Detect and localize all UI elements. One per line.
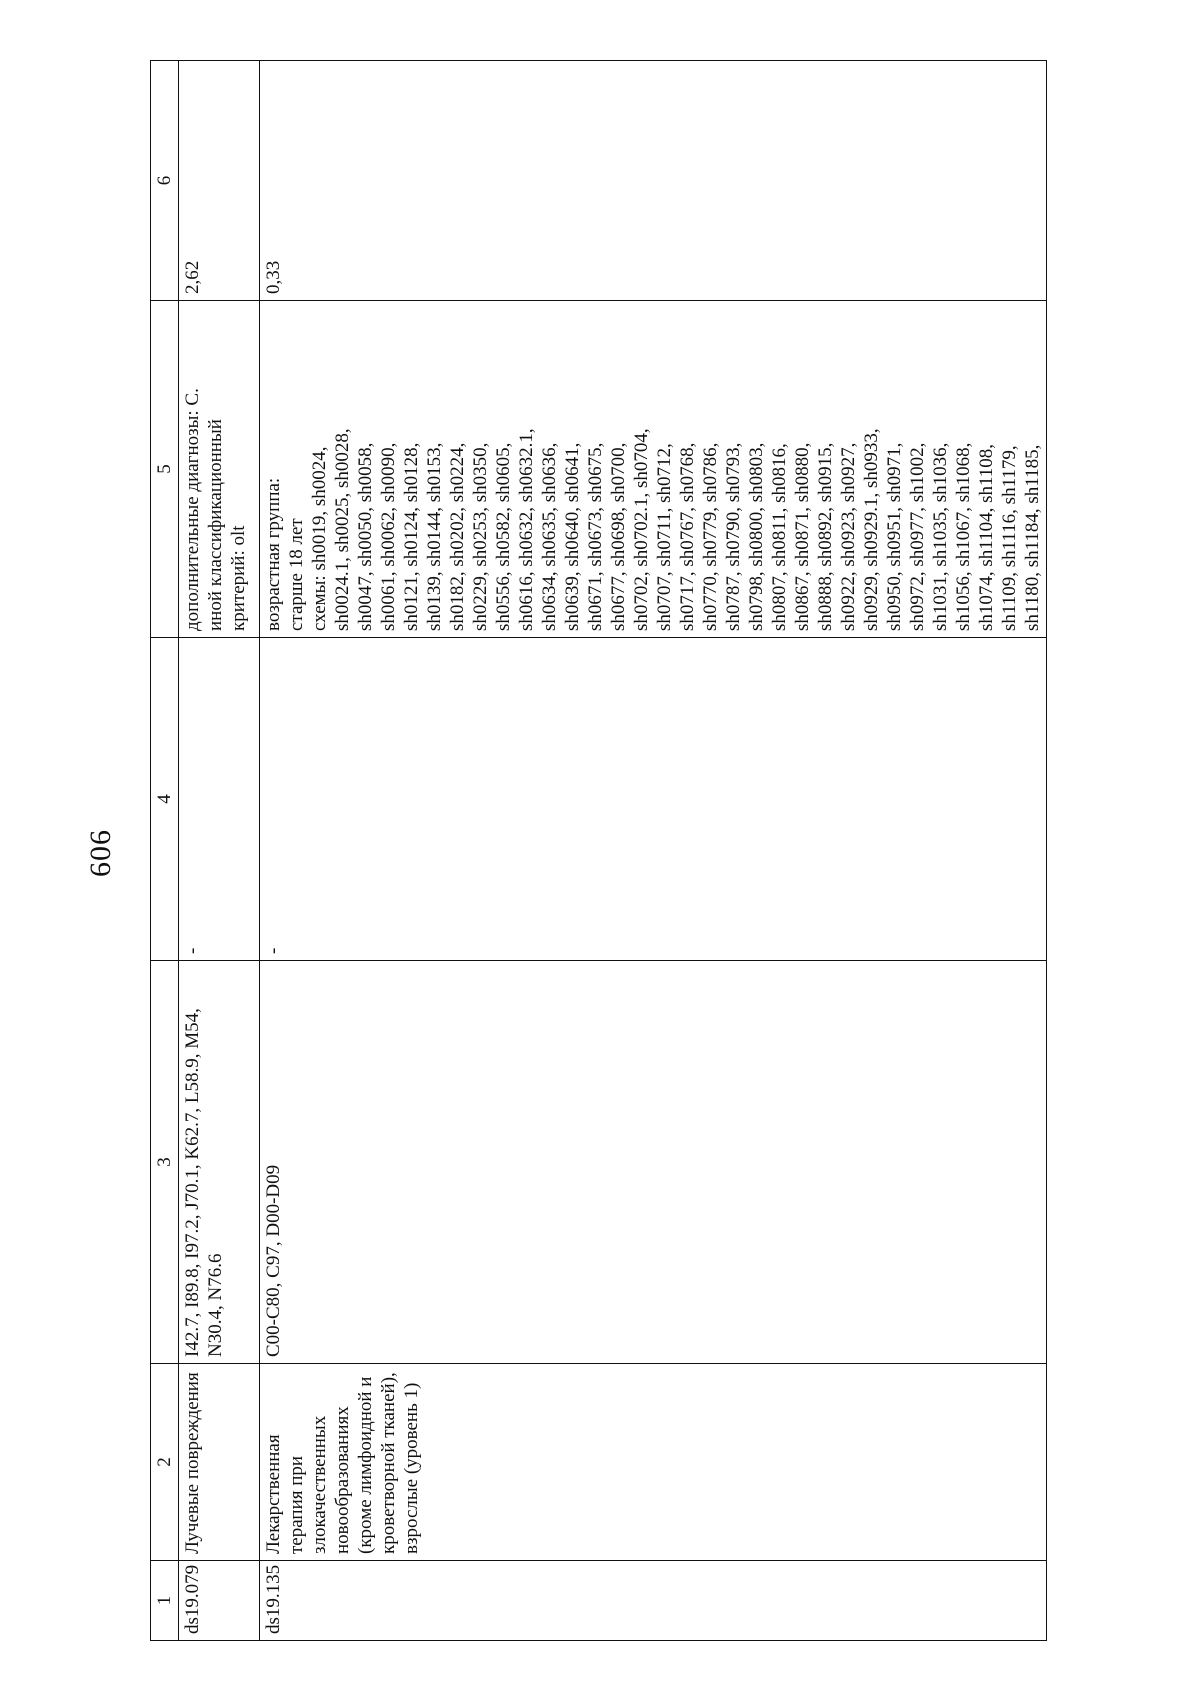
criteria-line: критерий: olt [228, 525, 249, 631]
name-cell: Лекарственная терапия при злокачественных новообразованиях (кроме лимфоидной и кроветворной тканей), взрослые (уровень 1) [260, 1364, 1047, 1561]
criteria-line: sh0807, sh0811, sh0816, [769, 443, 790, 631]
criteria-cell [260, 301, 1047, 638]
tariff-table [150, 60, 1047, 1641]
criteria-line: sh0717, sh0767, sh0768, [677, 442, 698, 631]
criteria-line: sh0182, sh0202, sh0224, [447, 442, 468, 631]
criteria-line: иной классификационный [205, 419, 226, 631]
criteria-line: sh0929, sh0929.1, sh0933, [861, 428, 882, 631]
criteria-line: sh0616, sh0632, sh0632.1, [516, 428, 537, 631]
header-row [151, 61, 179, 1641]
criteria-line: sh0867, sh0871, sh0880, [792, 442, 813, 631]
criteria-line: sh0634, sh0635, sh0636, [539, 442, 560, 631]
criteria-line: sh0671, sh0673, sh0675, [585, 442, 606, 631]
criteria-line: старше 18 лет [286, 518, 307, 631]
diagnoses-cell: C00-C80, C97, D00-D09 [260, 961, 1047, 1364]
criteria-line: sh0798, sh0800, sh0803, [746, 442, 767, 631]
criteria-line: sh0922, sh0923, sh0927, [838, 442, 859, 631]
criteria-line: дополнительные диагнозы: С. [182, 388, 203, 631]
criteria-line: sh0047, sh0050, sh0058, [355, 442, 376, 631]
header-cell: 3 [151, 961, 179, 1364]
code-cell: ds19.135 [260, 1561, 1047, 1641]
coefficient-cell: 0,33 [260, 61, 1047, 301]
header-cell: 2 [151, 1364, 179, 1561]
criteria-line: sh1180, sh1184, sh1185, [1022, 444, 1043, 631]
header-cell: 5 [151, 301, 179, 638]
criteria-line: sh0702, sh0702.1, sh0704, [631, 428, 652, 631]
header-cell: 1 [151, 1561, 179, 1641]
criteria-line: sh0950, sh0951, sh0971, [884, 442, 905, 631]
criteria-line: sh0972, sh0977, sh1002, [907, 442, 928, 631]
criteria-line: sh1031, sh1035, sh1036, [930, 442, 951, 631]
criteria-line: sh1109, sh1116, sh1179, [999, 445, 1020, 631]
criteria-line: sh0888, sh0892, sh0915, [815, 442, 836, 631]
criteria-line: sh1074, sh1104, sh1108, [976, 443, 997, 631]
criteria-line: sh0677, sh0698, sh0700, [608, 442, 629, 631]
diagnoses-cell: I42.7, I89.8, I97.2, J70.1, K62.7, L58.9, M54, N30.4, N76.6 [179, 961, 260, 1364]
criteria-line: sh0770, sh0779, sh0786, [700, 442, 721, 631]
criteria-line: схемы: sh0019, sh0024, [309, 446, 330, 631]
criteria-line: sh0787, sh0790, sh0793, [723, 442, 744, 631]
criteria-line: возрастная группа: [263, 477, 284, 631]
criteria-cell [179, 301, 260, 638]
table-row [260, 61, 1047, 1641]
criteria-line: sh0556, sh0582, sh0605, [493, 442, 514, 631]
header-cell: 4 [151, 638, 179, 961]
code-cell: ds19.079 [179, 1561, 260, 1641]
criteria-line: sh0121, sh0124, sh0128, [401, 442, 422, 631]
page-number: 606 [84, 829, 117, 877]
coefficient-cell: 2,62 [179, 61, 260, 301]
criteria-line: sh1056, sh1067, sh1068, [953, 442, 974, 631]
criteria-line: sh0707, sh0711, sh0712, [654, 443, 675, 631]
col4-cell: - [179, 638, 260, 961]
criteria-line: sh0639, sh0640, sh0641, [562, 442, 583, 631]
criteria-line: sh0139, sh0144, sh0153, [424, 442, 445, 631]
criteria-line: sh0061, sh0062, sh0090, [378, 442, 399, 631]
table-row [179, 61, 260, 1641]
criteria-line: sh0024.1, sh0025, sh0028, [332, 428, 353, 631]
name-cell: Лучевые повреждения [179, 1364, 260, 1561]
header-cell: 6 [151, 61, 179, 301]
col4-cell: - [260, 638, 1047, 961]
criteria-line: sh0229, sh0253, sh0350, [470, 442, 491, 631]
